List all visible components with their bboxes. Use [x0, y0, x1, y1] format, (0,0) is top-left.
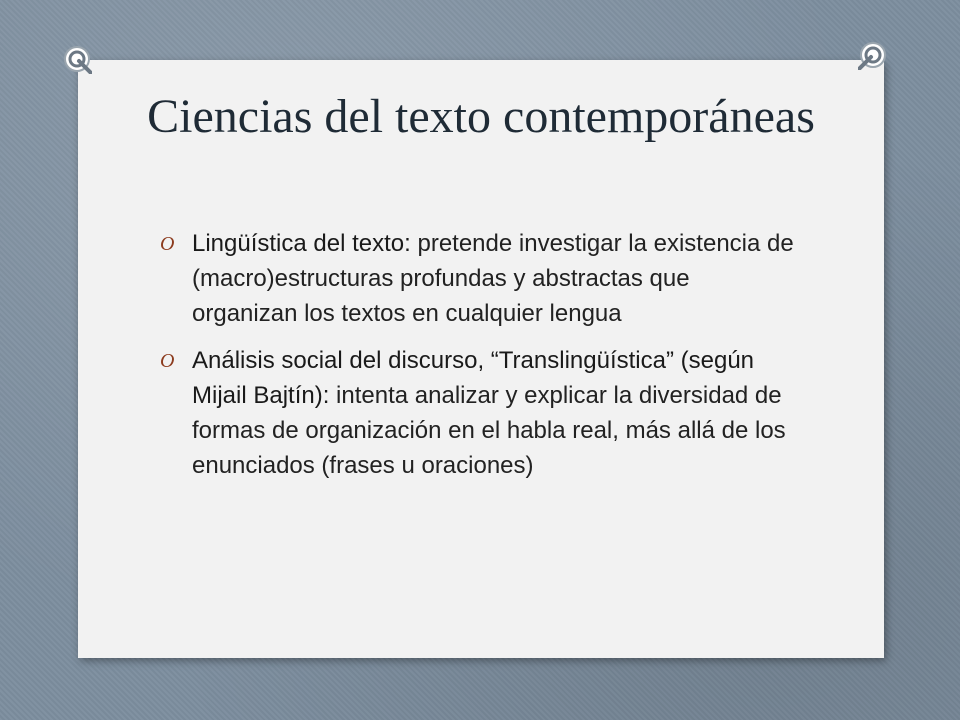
bullet-item — [160, 226, 800, 331]
slide-title: Ciencias del texto contemporáneas — [147, 90, 815, 143]
bullet-lead: Análisis social del discurso, “Translingüística” (según Mijail Bajtín): — [192, 347, 755, 409]
bullet-marker-icon: O — [160, 350, 175, 372]
pin-icon — [858, 40, 888, 70]
bullet-list — [160, 226, 800, 495]
bullet-text: pretende investigar la existencia de (macro)estructuras profundas y abstractas que organizan los textos en cualquier lengua — [192, 230, 794, 327]
bullet-marker-icon: O — [160, 233, 175, 255]
bullet-lead: Lingüística del texto: — [192, 230, 411, 257]
bullet-text: intenta analizar y explicar la diversidad de formas de organización en el habla real, más allá de los enunciados (frases u oraciones) — [192, 382, 786, 479]
pin-icon — [62, 44, 92, 74]
bullet-item — [160, 343, 800, 483]
